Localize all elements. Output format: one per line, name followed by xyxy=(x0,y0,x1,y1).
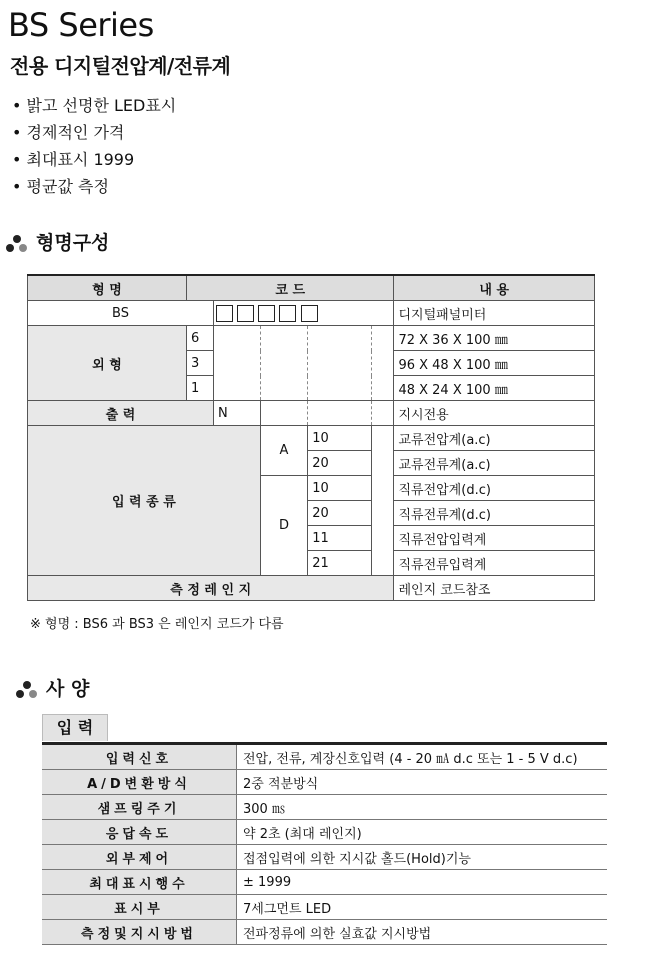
spec-value: 접점입력에 의한 지시값 홀드(Hold)기능 xyxy=(237,845,608,870)
table-row xyxy=(28,426,595,451)
cell-content: 직류전류입력계 xyxy=(394,551,595,576)
table-row xyxy=(28,326,595,351)
cell-output-label: 출 력 xyxy=(28,401,214,426)
spec-value: 7세그먼트 LED xyxy=(237,895,608,920)
cell-code-a: A xyxy=(260,426,307,476)
spec-value: 전압, 전류, 계장신호입력 (4 - 20 ㎃ d.c 또는 1 - 5 V d.c) xyxy=(237,744,608,770)
spec-label: 응답속도 xyxy=(42,820,237,845)
cell-content: 72 X 36 X 100 ㎜ xyxy=(394,326,595,351)
feature-item: • 밝고 선명한 LED표시 xyxy=(12,92,176,119)
feature-item: • 경제적인 가격 xyxy=(12,119,176,146)
table-header-row xyxy=(28,275,595,301)
spec-label: 입력신호 xyxy=(42,744,237,770)
table-row xyxy=(28,401,595,426)
spec-value: 2중 적분방식 xyxy=(237,770,608,795)
feature-item: • 최대표시 1999 xyxy=(12,146,176,173)
spec-label: A/D변환방식 xyxy=(42,770,237,795)
table-row xyxy=(28,301,595,326)
table-row xyxy=(42,920,607,945)
cell-range-label: 측 정 레 인 지 xyxy=(28,576,394,601)
cell-code: 20 xyxy=(308,501,372,526)
table-row xyxy=(42,820,607,845)
cell-code: 10 xyxy=(308,476,372,501)
cell-code: N xyxy=(214,401,261,426)
spec-value: 전파정류에 의한 실효값 지시방법 xyxy=(237,920,608,945)
cell-content: 교류전류계(a.c) xyxy=(394,451,595,476)
spec-label: 측정및지시방법 xyxy=(42,920,237,945)
cell-code: 10 xyxy=(308,426,372,451)
cell-content: 지시전용 xyxy=(394,401,595,426)
cell-code: 20 xyxy=(308,451,372,476)
tab-input: 입 력 xyxy=(42,714,108,741)
spec-label: 최대표시행수 xyxy=(42,870,237,895)
model-code-table xyxy=(27,274,595,601)
cell-code-d: D xyxy=(260,476,307,576)
cell-bs: BS xyxy=(28,301,214,326)
code-boxes xyxy=(214,301,394,326)
cell-input-label: 입 력 종 류 xyxy=(28,426,261,576)
feature-list xyxy=(12,92,176,200)
table-row xyxy=(28,576,595,601)
cell-content: 교류전압계(a.c) xyxy=(394,426,595,451)
spec-label: 외부제어 xyxy=(42,845,237,870)
cell-code: 1 xyxy=(187,376,214,401)
table-row xyxy=(42,770,607,795)
table-row xyxy=(42,895,607,920)
table-note: ※ 형명 : BS6 과 BS3 은 레인지 코드가 다름 xyxy=(30,617,284,632)
section-heading-model: 형명구성 xyxy=(6,228,109,255)
spec-value: 약 2초 (최대 레인지) xyxy=(237,820,608,845)
table-row xyxy=(42,845,607,870)
table-row xyxy=(42,744,607,770)
page-title: BS Series xyxy=(8,6,154,44)
bullet-dots-icon xyxy=(16,681,38,699)
spec-table xyxy=(42,742,607,945)
cell-content: 직류전류계(d.c) xyxy=(394,501,595,526)
feature-item: • 평균값 측정 xyxy=(12,173,176,200)
spec-value: ± 1999 xyxy=(237,870,608,895)
cell-content: 48 X 24 X 100 ㎜ xyxy=(394,376,595,401)
cell-code: 11 xyxy=(308,526,372,551)
section-heading-spec: 사 양 xyxy=(16,674,89,701)
header-model: 형 명 xyxy=(28,275,187,301)
cell-size-label: 외 형 xyxy=(28,326,187,401)
bullet-dots-icon xyxy=(6,235,28,253)
cell-code: 6 xyxy=(187,326,214,351)
table-row xyxy=(42,870,607,895)
cell-content: 레인지 코드참조 xyxy=(394,576,595,601)
spec-label: 표시부 xyxy=(42,895,237,920)
cell-code: 3 xyxy=(187,351,214,376)
spec-label: 샘프링주기 xyxy=(42,795,237,820)
cell-content: 직류전압계(d.c) xyxy=(394,476,595,501)
spec-value: 300 ㎳ xyxy=(237,795,608,820)
cell-content: 직류전압입력계 xyxy=(394,526,595,551)
page-subtitle: 전용 디지털전압계/전류계 xyxy=(10,54,231,78)
header-code: 코 드 xyxy=(187,275,394,301)
cell-code: 21 xyxy=(308,551,372,576)
header-content: 내 용 xyxy=(394,275,595,301)
cell-content: 96 X 48 X 100 ㎜ xyxy=(394,351,595,376)
cell-content: 디지털패널미터 xyxy=(394,301,595,326)
table-row xyxy=(42,795,607,820)
